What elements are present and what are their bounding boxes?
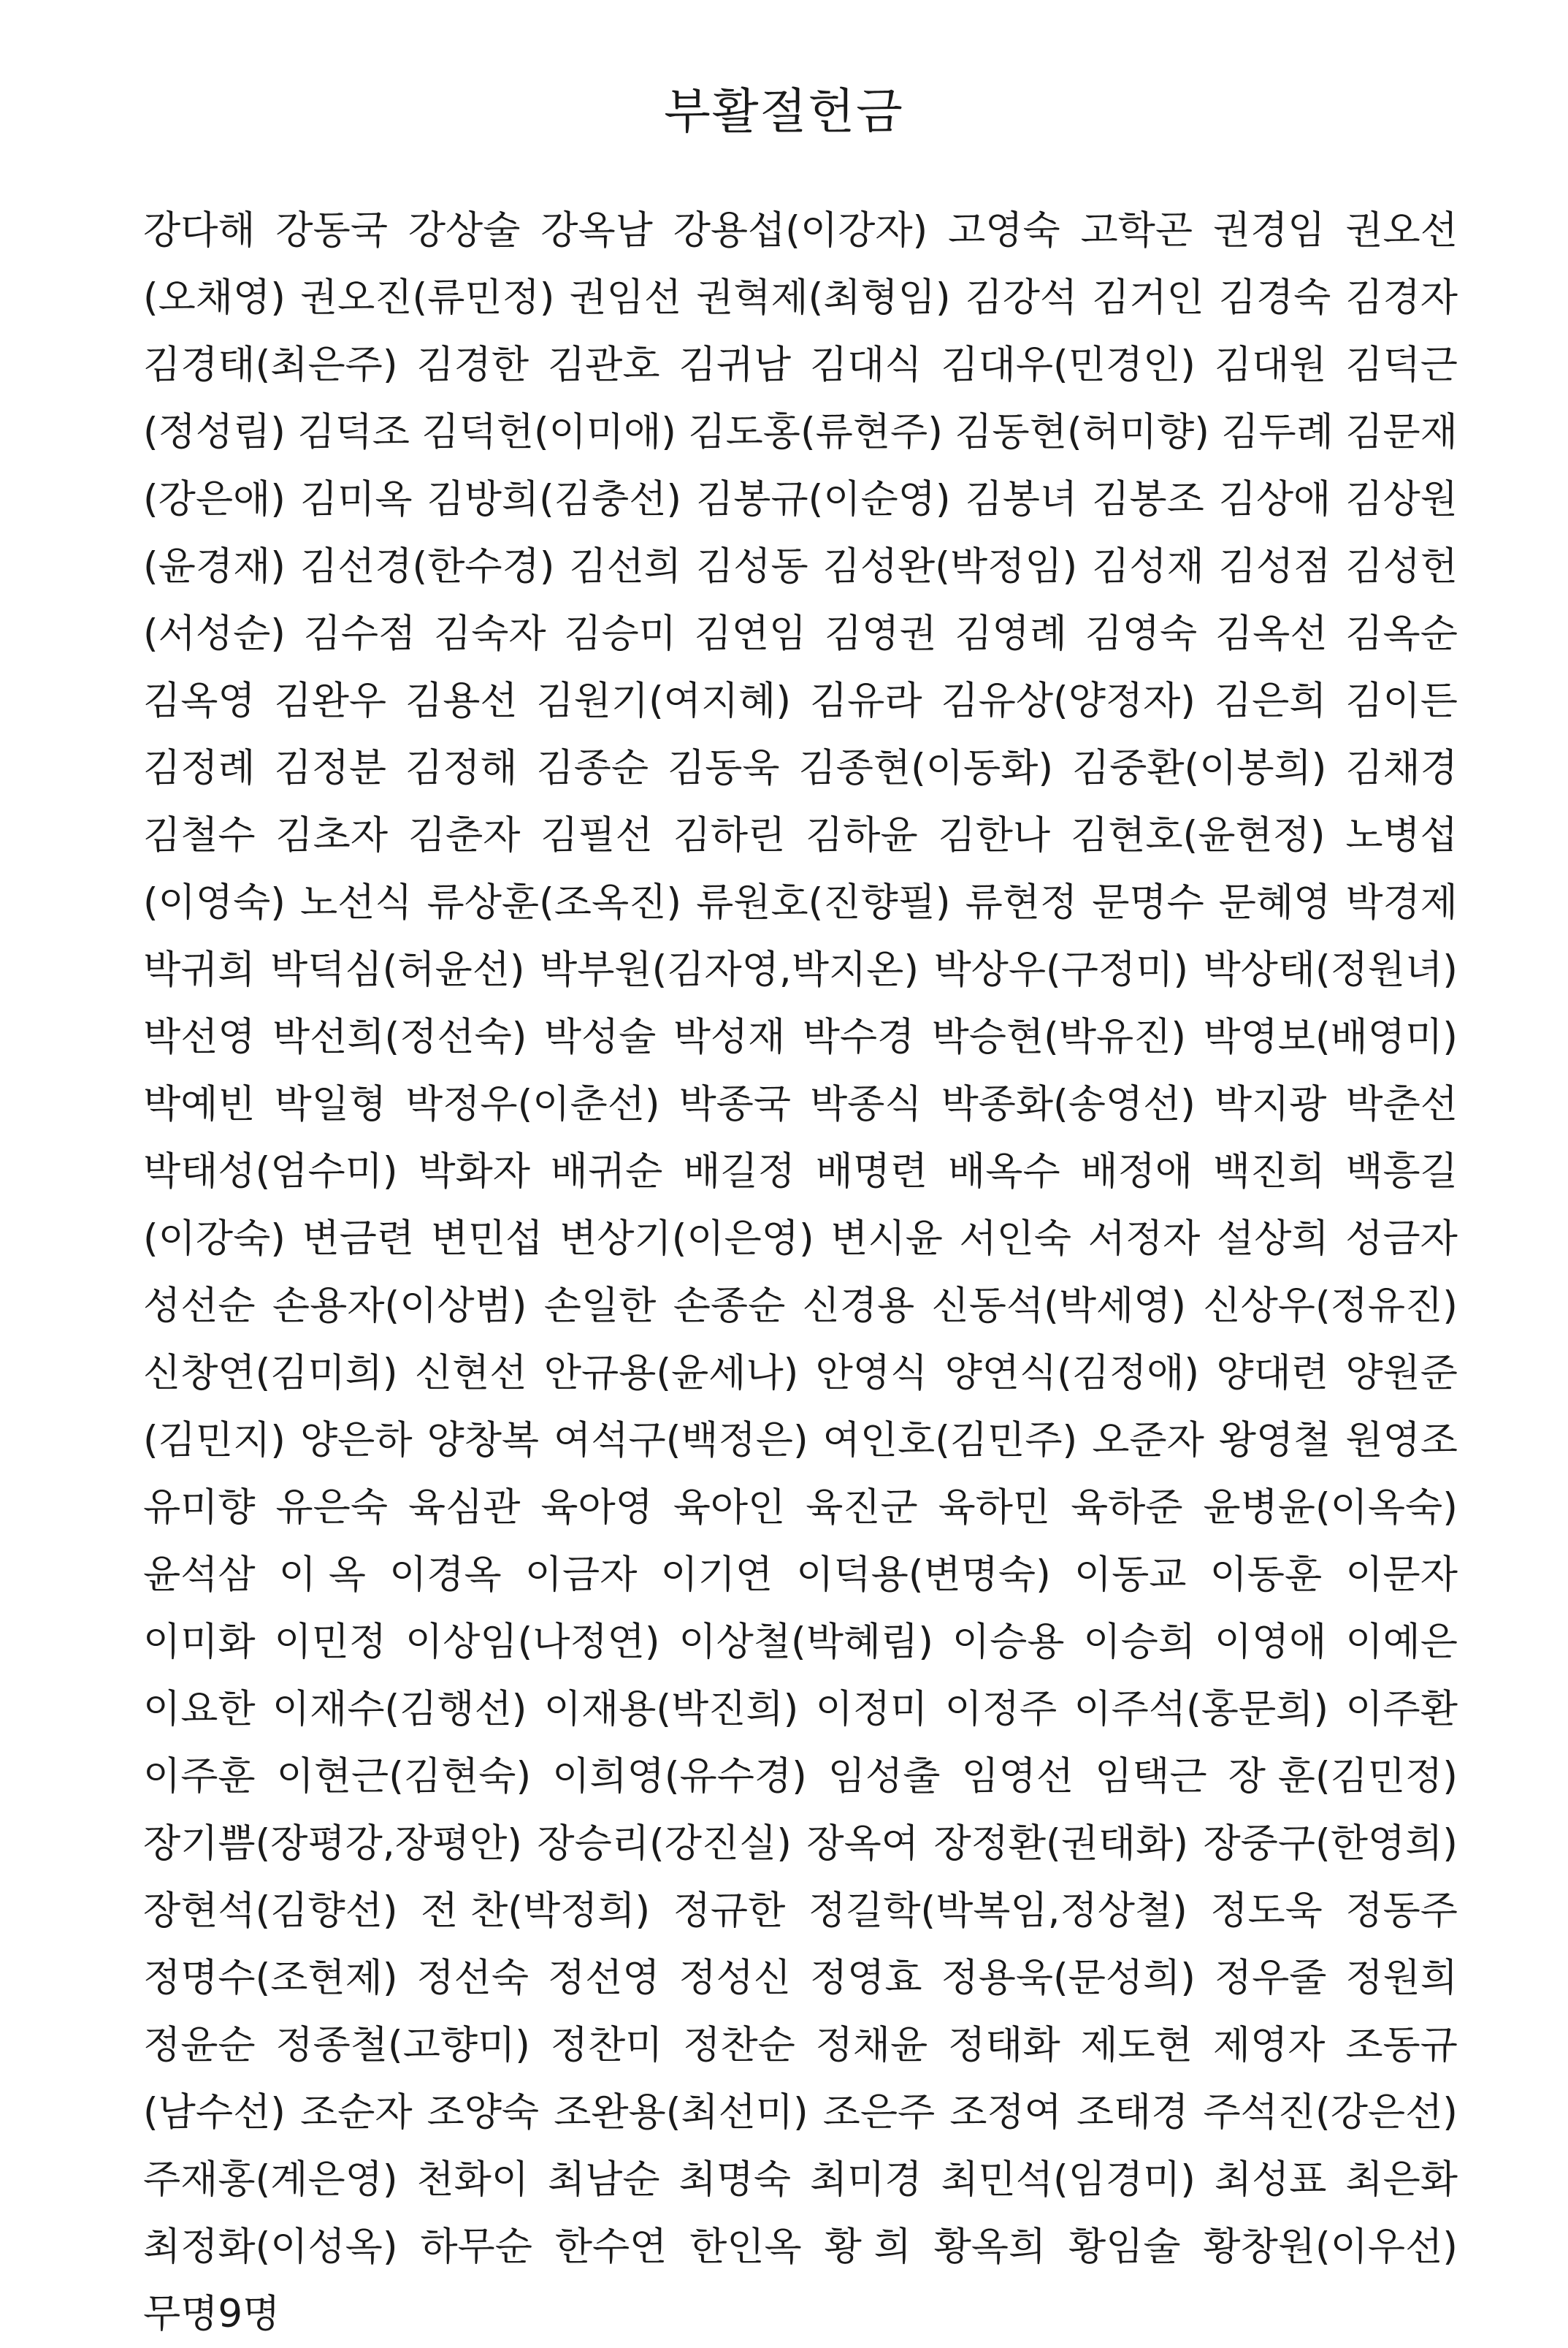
donor-name: 황옥희: [933, 2225, 1047, 2269]
donor-name: 박종화(송영선): [941, 1082, 1196, 1127]
donor-name: 김완우: [274, 679, 387, 723]
name-row: [143, 802, 1458, 869]
donor-name: 박성술: [543, 1015, 657, 1059]
donor-name: 권오선: [1345, 208, 1458, 253]
donor-name: 박선희(정선숙): [272, 1015, 527, 1059]
donor-name: 이현근(김현숙): [276, 1754, 532, 1799]
donor-name: 장 훈(김민정): [1228, 1754, 1458, 1799]
donor-name: 김하린: [673, 813, 786, 858]
donor-name: (김민지): [143, 1418, 286, 1463]
donor-name: 이주석(홍문희): [1074, 1687, 1329, 1731]
donor-name: 김성점: [1218, 544, 1331, 589]
donor-name: 이 옥: [278, 1552, 366, 1597]
name-row: [143, 1945, 1458, 2012]
donor-name: 김대식: [809, 343, 922, 387]
donor-name: 김초자: [275, 813, 389, 858]
donor-name: 정우줄: [1214, 1956, 1327, 2000]
donor-name: (강은애): [143, 477, 286, 522]
donor-name: 이덕용(변명숙): [796, 1552, 1051, 1597]
donor-name: 임영선: [961, 1754, 1074, 1799]
donor-name: 변상기(이은영): [559, 1216, 814, 1261]
donor-name: 무명9명: [143, 2292, 280, 2336]
donor-name: 김영권: [824, 611, 937, 656]
donor-name: 김봉규(이순영): [696, 477, 951, 522]
donor-name: 김춘자: [408, 813, 521, 858]
donor-name: 정용욱(문성희): [941, 1956, 1196, 2000]
donor-name: 박예빈: [143, 1082, 256, 1127]
donor-name: 김하윤: [806, 813, 918, 858]
donor-name: 김경태(최은주): [143, 343, 398, 387]
donor-name: (정성림): [143, 410, 286, 454]
donor-name: 권임선: [569, 275, 682, 320]
donor-name: 이금자: [524, 1552, 638, 1597]
donor-name: 양창복: [427, 1418, 540, 1463]
donor-name: 박귀희: [143, 948, 256, 992]
donor-name: 김철수: [143, 813, 256, 858]
donor-name: 여인호(김민주): [822, 1418, 1078, 1463]
donor-name: 김정해: [405, 746, 518, 790]
donor-name: 박화자: [418, 1149, 530, 1194]
donor-name: 오준자: [1092, 1418, 1204, 1463]
donor-name: 박부원(김자영,박지온): [540, 948, 919, 992]
donor-name: 이상임(나정연): [405, 1620, 660, 1664]
donor-name: 김선경(한수경): [299, 544, 555, 589]
donor-name: 강동국: [275, 208, 389, 253]
donor-name: 천화이: [416, 2157, 529, 2202]
donor-name: 이경옥: [389, 1552, 502, 1597]
name-row: [143, 601, 1458, 668]
donor-name: 김성헌: [1345, 544, 1458, 589]
donor-name: 신경용: [802, 1284, 915, 1328]
donor-name: 백흥길: [1345, 1149, 1458, 1194]
donor-name: 정찬순: [683, 2023, 795, 2067]
donor-name: 신현선: [414, 1351, 527, 1395]
donor-name: 박상태(정원녀): [1203, 948, 1458, 992]
donor-name: 손용자(이상범): [272, 1284, 527, 1328]
donor-name: 임택근: [1095, 1754, 1207, 1799]
donor-name: 권오진(류민정): [299, 275, 555, 320]
donor-name: 김필선: [540, 813, 653, 858]
name-row: [143, 2146, 1458, 2214]
donor-name: 김덕헌(이미애): [421, 410, 676, 454]
donor-name: 정명수(조현제): [143, 1956, 398, 2000]
donor-name: 최민석(임경미): [941, 2157, 1196, 2202]
donor-name: 황 희: [824, 2225, 911, 2269]
donor-name: 배길정: [683, 1149, 795, 1194]
donor-name: 김경한: [416, 343, 529, 387]
donor-name: 권혁제(최형임): [696, 275, 951, 320]
name-row: [143, 399, 1458, 466]
donor-name: 이동교: [1074, 1552, 1187, 1597]
name-row: [143, 1609, 1458, 1676]
name-row: [143, 1004, 1458, 1071]
donor-name: 조완용(최선미): [554, 2090, 808, 2135]
donor-name: 장중구(한영희): [1203, 1821, 1458, 1866]
name-row: [143, 264, 1458, 332]
donor-name: 양대련: [1216, 1351, 1329, 1395]
name-row: [143, 1340, 1458, 1407]
donor-name: 김종순: [536, 746, 649, 790]
donor-name: 정선숙: [416, 1956, 529, 2000]
donor-name: 한수연: [554, 2225, 668, 2269]
donor-name: 류상훈(조옥진): [427, 880, 682, 925]
donor-name: 박선영: [143, 1015, 256, 1059]
donor-name: 유은숙: [275, 1485, 389, 1530]
donor-name: 권경임: [1212, 208, 1326, 253]
name-row: [143, 2281, 1458, 2348]
donor-name: 김성동: [696, 544, 808, 589]
donor-name: 최성표: [1214, 2157, 1327, 2202]
donor-name: (서성순): [143, 611, 286, 656]
donor-name: 신동석(박세영): [931, 1284, 1187, 1328]
donor-name: 변민섭: [430, 1216, 543, 1261]
donor-name: 이재용(박진희): [543, 1687, 799, 1731]
donor-name: 김관호: [547, 343, 660, 387]
donor-name: 김거인: [1092, 275, 1204, 320]
donor-name: 이영애: [1214, 1620, 1327, 1664]
name-row: [143, 937, 1458, 1004]
donor-name: 김대우(민경인): [941, 343, 1196, 387]
donor-name: 고영숙: [948, 208, 1060, 253]
donor-name: 노선식: [299, 880, 413, 925]
donor-name: 이상철(박혜림): [678, 1620, 933, 1664]
donor-name: 김귀남: [678, 343, 792, 387]
name-row: [143, 1273, 1458, 1340]
donor-name: 박수경: [802, 1015, 915, 1059]
donor-name: 김종현(이동화): [798, 746, 1054, 790]
donor-name: 김동현(허미향): [955, 410, 1209, 454]
name-row: [143, 1474, 1458, 1541]
donor-name: 배정애: [1080, 1149, 1193, 1194]
donor-name: 정윤순: [143, 2023, 256, 2067]
name-row: [143, 332, 1458, 399]
donor-name: 김미옥: [299, 477, 413, 522]
donor-name: 조동규: [1345, 2023, 1458, 2067]
donor-name: 장기쁨(장평강,장평안): [143, 1821, 522, 1866]
donor-name: 김연임: [694, 611, 807, 656]
donor-name: 양원준: [1345, 1351, 1458, 1395]
donor-name: 이주환: [1345, 1687, 1458, 1731]
donor-name: 배명련: [815, 1149, 928, 1194]
donor-name: 정동주: [1345, 1888, 1458, 1933]
donor-name: 양연식(김정애): [944, 1351, 1200, 1395]
donor-name: 강상술: [408, 208, 521, 253]
donor-name: 이주훈: [143, 1754, 256, 1799]
donor-name: 하무순: [420, 2225, 532, 2269]
name-row: [143, 1878, 1458, 1945]
donor-name: 김덕근: [1345, 343, 1458, 387]
name-row: [143, 1743, 1458, 1810]
donor-name: 류현정: [965, 880, 1078, 925]
donor-name: 설상희: [1217, 1216, 1329, 1261]
donor-name: 정원희: [1345, 1956, 1458, 2000]
donor-name: 이희영(유수경): [552, 1754, 807, 1799]
donor-name: 윤석삼: [143, 1552, 256, 1597]
donor-name: 조양숙: [427, 2090, 540, 2135]
donor-name: 정종철(고향미): [275, 2023, 530, 2067]
donor-name: 김두례: [1221, 410, 1334, 454]
donor-name: 이미화: [143, 1620, 256, 1664]
donor-name: 이승희: [1083, 1620, 1196, 1664]
donor-name: 백진희: [1212, 1149, 1326, 1194]
donor-name: 제영자: [1212, 2023, 1326, 2067]
donor-name: 박정우(이춘선): [405, 1082, 660, 1127]
donor-name: (이영숙): [143, 880, 286, 925]
donor-name: 김유상(양정자): [941, 679, 1196, 723]
donor-name: 이기연: [660, 1552, 773, 1597]
donor-name: 조태경: [1076, 2090, 1189, 2135]
name-row: [143, 2079, 1458, 2146]
donor-name: 안규용(윤세나): [543, 1351, 799, 1395]
donor-name: 강다해: [143, 208, 256, 253]
donor-name: 김문재: [1345, 410, 1458, 454]
donor-name: 문명수: [1092, 880, 1204, 925]
donor-name: 김정례: [143, 746, 256, 790]
donor-name: 김현호(윤현정): [1070, 813, 1326, 858]
donor-name: 최남순: [547, 2157, 660, 2202]
donor-name: 이민정: [274, 1620, 387, 1664]
donor-name: 손종순: [673, 1284, 786, 1328]
page-title: 부활절헌금: [664, 83, 904, 140]
donor-name: 조은주: [822, 2090, 936, 2135]
donor-name: (윤경재): [143, 544, 286, 589]
donor-name: 박덕심(허윤선): [270, 948, 525, 992]
donor-name: 박성재: [673, 1015, 786, 1059]
donor-name: 정채윤: [815, 2023, 928, 2067]
donor-name: 육진군: [806, 1485, 918, 1530]
donor-name: 장현석(김향선): [143, 1888, 398, 1933]
donor-name: 김선희: [569, 544, 682, 589]
donor-name: 김방희(김충선): [427, 477, 682, 522]
donor-name: 정길학(박복임,정상철): [808, 1888, 1188, 1933]
donor-name: (이강숙): [143, 1216, 286, 1261]
donor-name: 김옥영: [143, 679, 256, 723]
name-row: [143, 1205, 1458, 1273]
donor-name: 변금련: [302, 1216, 415, 1261]
donor-name: 김경자: [1345, 275, 1458, 320]
donor-name: 류원호(진향필): [696, 880, 951, 925]
donor-name: 노병섭: [1345, 813, 1458, 858]
donor-name: 정태화: [948, 2023, 1060, 2067]
donor-name: 황임술: [1068, 2225, 1181, 2269]
donor-name: 육아영: [540, 1485, 653, 1530]
name-row: [143, 1810, 1458, 1878]
donor-name: 박태성(엄수미): [143, 1149, 398, 1194]
donor-name: 임성출: [827, 1754, 941, 1799]
donor-name: 김영례: [955, 611, 1067, 656]
donor-name-list: [143, 197, 1458, 2348]
donor-name: 서인숙: [959, 1216, 1072, 1261]
name-row: [143, 735, 1458, 802]
donor-name: 김영숙: [1085, 611, 1198, 656]
donor-name: 육심관: [408, 1485, 521, 1530]
donor-name: 신창연(김미희): [143, 1351, 398, 1395]
donor-name: 육아인: [673, 1485, 786, 1530]
donor-name: 배귀순: [550, 1149, 663, 1194]
donor-name: 주석진(강은선): [1203, 2090, 1458, 2135]
donor-name: 박종식: [809, 1082, 922, 1127]
donor-name: 한인옥: [689, 2225, 802, 2269]
donor-name: 문혜영: [1218, 880, 1331, 925]
donor-name: 박춘선: [1345, 1082, 1458, 1127]
donor-name: 육하준: [1070, 1485, 1183, 1530]
donor-name: 이정주: [944, 1687, 1058, 1731]
donor-name: 김성완(박정임): [822, 544, 1078, 589]
donor-name: 이예은: [1345, 1620, 1458, 1664]
donor-name: 김중환(이봉희): [1071, 746, 1327, 790]
donor-name: 정영효: [809, 1956, 922, 2000]
donor-name: 육하민: [938, 1485, 1051, 1530]
donor-name: (오채영): [143, 275, 286, 320]
donor-name: 김상애: [1218, 477, 1331, 522]
donor-name: 최명숙: [678, 2157, 792, 2202]
donor-name: 박일형: [274, 1082, 387, 1127]
donor-name: 손일한: [543, 1284, 657, 1328]
donor-name: 정찬미: [550, 2023, 663, 2067]
donor-name: 김덕조: [297, 410, 410, 454]
donor-name: 김채경: [1345, 746, 1458, 790]
name-row: [143, 2012, 1458, 2079]
name-row: [143, 1071, 1458, 1138]
donor-name: 김용선: [405, 679, 518, 723]
name-row: [143, 1541, 1458, 1609]
name-row: [143, 1138, 1458, 1205]
donor-name: 김정분: [274, 746, 387, 790]
donor-name: 김한나: [938, 813, 1051, 858]
donor-name: 유미향: [143, 1485, 256, 1530]
donor-name: 안영식: [815, 1351, 928, 1395]
donor-name: 신상우(정유진): [1203, 1284, 1458, 1328]
name-row: [143, 668, 1458, 735]
name-row: [143, 533, 1458, 601]
donor-name: 주재홍(계은영): [143, 2157, 398, 2202]
donor-name: 변시윤: [830, 1216, 943, 1261]
donor-name: 김봉조: [1092, 477, 1204, 522]
donor-name: 원영조: [1345, 1418, 1458, 1463]
donor-name: 정성신: [678, 1956, 792, 2000]
donor-name: 장정환(권태화): [933, 1821, 1188, 1866]
donor-name: 강용섭(이강자): [673, 208, 928, 253]
donor-name: 박영보(배영미): [1203, 1015, 1458, 1059]
donor-name: 김승미: [564, 611, 676, 656]
name-row: [143, 1676, 1458, 1743]
donor-name: 성선순: [143, 1284, 256, 1328]
donor-name: 김옥선: [1215, 611, 1328, 656]
donor-name: 김은희: [1214, 679, 1327, 723]
donor-name: 김숙자: [434, 611, 546, 656]
donor-name: 박지광: [1214, 1082, 1327, 1127]
donor-name: 장승리(강진실): [537, 1821, 792, 1866]
name-row: [143, 1407, 1458, 1474]
donor-name: 김강석: [965, 275, 1078, 320]
name-row: [143, 869, 1458, 937]
donor-name: 조정여: [949, 2090, 1062, 2135]
donor-name: 서정자: [1087, 1216, 1201, 1261]
donor-name: 이재수(김행선): [272, 1687, 527, 1731]
donor-name: 전 찬(박정희): [421, 1888, 651, 1933]
name-row: [143, 466, 1458, 533]
donor-name: 김경숙: [1218, 275, 1331, 320]
donor-name: 김이든: [1345, 679, 1458, 723]
donor-name: 고학곤: [1080, 208, 1193, 253]
donor-name: 김옥순: [1345, 611, 1458, 656]
donor-name: 정규한: [673, 1888, 786, 1933]
donor-name: 제도현: [1080, 2023, 1193, 2067]
donor-name: 양은하: [299, 1418, 413, 1463]
donor-name: 장옥여: [806, 1821, 919, 1866]
donor-name: 최미경: [809, 2157, 922, 2202]
donor-name: 김원기(여지혜): [536, 679, 792, 723]
donor-name: 김유라: [809, 679, 922, 723]
donor-name: 이요한: [143, 1687, 256, 1731]
donor-name: 정도욱: [1210, 1888, 1323, 1933]
name-row: [143, 197, 1458, 264]
donor-name: 김상원: [1345, 477, 1458, 522]
donor-name: 김동욱: [668, 746, 780, 790]
donor-name: 왕영철: [1218, 1418, 1331, 1463]
donor-name: 정선영: [547, 1956, 660, 2000]
donor-name: 배옥수: [948, 1149, 1060, 1194]
donor-name: 황창원(이우선): [1203, 2225, 1458, 2269]
donor-name: 김대원: [1214, 343, 1327, 387]
donor-name: 김도홍(류현주): [688, 410, 943, 454]
donor-name: 김수점: [303, 611, 416, 656]
donor-name: 최은화: [1345, 2157, 1458, 2202]
donor-name: 박경제: [1345, 880, 1458, 925]
donor-name: 이동훈: [1209, 1552, 1323, 1597]
donor-name: 윤병윤(이옥숙): [1203, 1485, 1458, 1530]
donor-name: 강옥남: [540, 208, 653, 253]
donor-name: 이정미: [815, 1687, 928, 1731]
donor-name: 김성재: [1092, 544, 1204, 589]
donor-name: 조순자: [299, 2090, 413, 2135]
donor-name: 여석구(백정은): [554, 1418, 808, 1463]
donor-name: 박종국: [678, 1082, 792, 1127]
donor-name: 이승용: [952, 1620, 1065, 1664]
name-row: [143, 2214, 1458, 2281]
donor-name: (남수선): [143, 2090, 286, 2135]
donor-name: 김봉녀: [965, 477, 1078, 522]
donor-name: 이문자: [1345, 1552, 1458, 1597]
donor-name: 성금자: [1345, 1216, 1458, 1261]
donor-name: 최정화(이성옥): [143, 2225, 398, 2269]
donor-name: 박상우(구정미): [933, 948, 1188, 992]
donor-name: 박승현(박유진): [931, 1015, 1187, 1059]
